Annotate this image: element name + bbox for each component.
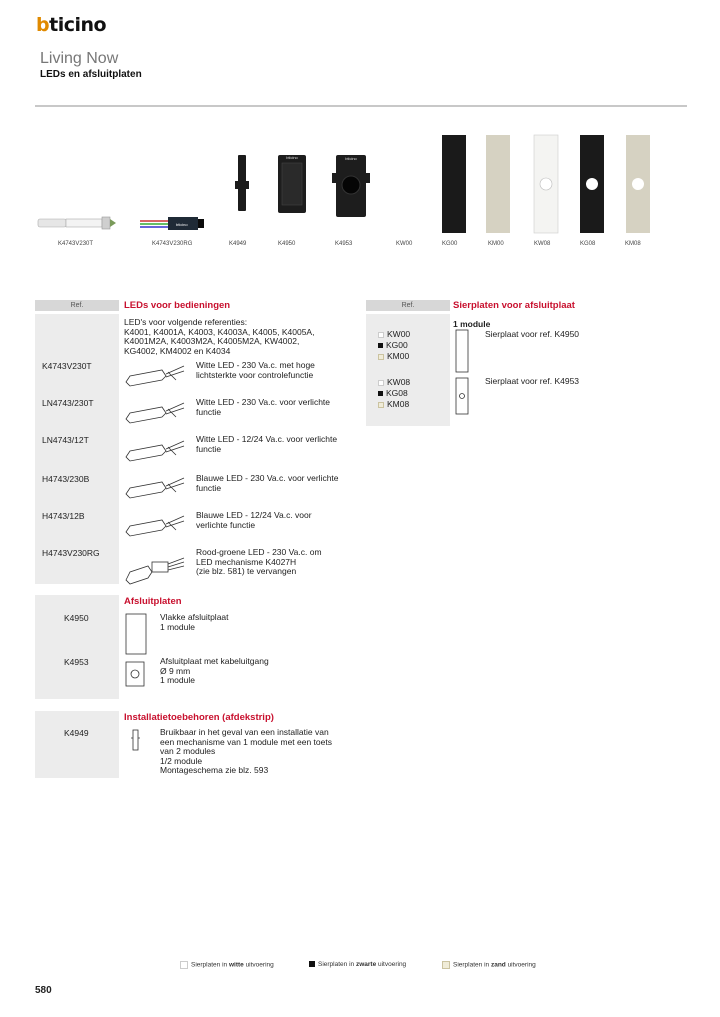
product-description: Afsluitplaat met kabeluitgang Ø 9 mm 1 module [160, 656, 269, 685]
variant-code-black: KG00 [378, 340, 408, 351]
photo-caption: K4953 [335, 241, 353, 247]
module-label: 1 module [453, 319, 491, 329]
plate-sketches [122, 610, 152, 690]
product-description: Rood-groene LED - 230 Va.c. om LED mechanisme K4027H (zie blz. 581) te vervangen [196, 547, 322, 576]
photo-caption: KM08 [625, 241, 641, 247]
header-divider [35, 105, 687, 107]
strip-sketch-icon [128, 728, 144, 754]
page-number: 580 [35, 985, 52, 996]
product-description: Witte LED - 12/24 Va.c. voor verlichte functie [196, 434, 338, 454]
variant-code-black: KG08 [378, 388, 408, 399]
product-code: LN4743/230T [42, 398, 94, 408]
km00-image [486, 135, 510, 233]
product-description: Witte LED - 230 Va.c. met hoge lichtsterkte voor controlefunctie [196, 360, 315, 380]
led-k4743v230t-image [38, 217, 116, 229]
product-code: K4953 [64, 657, 89, 667]
leds-intro: LED's voor volgende referenties: K4001, K4001A, K4003, K4003A, K4005, K4005A, K4001M2A, K4003M2A, K4005M2A, KW4002, KG4002, KM4002 en K4034 [124, 317, 315, 356]
cable-plate-sketch-icon [126, 662, 144, 686]
product-code: LN4743/12T [42, 435, 89, 445]
led-sketch-icon [126, 516, 184, 536]
kg00-image [442, 135, 466, 233]
product-description: Bruikbaar in het geval van een installatie van een mechanisme van 1 module met een toets van 2 modules 1/2 module Montageschema zie blz. 593 [160, 727, 332, 775]
led-sketch-icon [126, 403, 184, 423]
product-code: H4743/230B [42, 474, 90, 484]
product-code: K4743V230T [42, 361, 92, 371]
k4953-image [332, 155, 370, 217]
ref-header: Ref. [366, 300, 450, 311]
page-subtitle: LEDs en afsluitplaten [40, 69, 142, 80]
led-k4743v230rg-image [140, 217, 204, 230]
svg-text:bticino: bticino [345, 156, 357, 161]
afsluitplaten-heading: Afsluitplaten [124, 596, 182, 607]
ref-column [35, 314, 119, 584]
product-description: Blauwe LED - 12/24 Va.c. voor verlichte functie [196, 510, 312, 530]
photo-caption: KW00 [396, 241, 413, 247]
sierplaten-heading: Sierplaten voor afsluitplaat [453, 300, 575, 311]
led-sketches [122, 360, 188, 586]
ref-column [35, 711, 119, 778]
product-description: Witte LED - 230 Va.c. voor verlichte functie [196, 397, 331, 417]
svg-text:bticino: bticino [286, 155, 298, 160]
sierplaat-description: Sierplaat voor ref. K4950 [485, 329, 580, 339]
sierplaat-sketches [452, 326, 482, 416]
legend-white: Sierplaten in witte uitvoering [180, 961, 274, 969]
variant-code-sand: KM00 [378, 351, 409, 362]
photo-caption: KG08 [580, 241, 596, 247]
photo-caption: K4950 [278, 241, 296, 247]
photo-caption: KM00 [488, 241, 504, 247]
bticino-logo: bticino [36, 14, 107, 36]
photo-caption: KW08 [534, 241, 551, 247]
variant-code-white: KW08 [378, 377, 410, 388]
legend-sand: Sierplaten in zand uitvoering [442, 961, 536, 969]
led-sketch-icon [126, 478, 184, 498]
product-code: K4950 [64, 613, 89, 623]
sierplaat-description: Sierplaat voor ref. K4953 [485, 376, 580, 386]
sierplaat-plain-sketch-icon [456, 330, 468, 372]
flat-plate-sketch-icon [126, 614, 146, 654]
product-description: Vlakke afsluitplaat 1 module [160, 612, 229, 632]
leds-heading: LEDs voor bedieningen [124, 300, 231, 311]
led-sketch-icon [126, 441, 184, 461]
product-code: K4949 [64, 728, 89, 738]
legend-black: Sierplaten in zwarte uitvoering [309, 961, 406, 968]
installatie-heading: Installatietoebehoren (afdekstrip) [124, 712, 274, 723]
variant-code-white: KW00 [378, 329, 410, 340]
product-code: H4743V230RG [42, 548, 100, 558]
k4949-image [238, 155, 246, 211]
ref-header: Ref. [35, 300, 119, 311]
led-sketch-icon [126, 558, 184, 584]
photo-caption: KG00 [442, 241, 458, 247]
led-sketch-icon [126, 366, 184, 386]
variant-code-sand: KM08 [378, 399, 409, 410]
svg-text:bticino: bticino [176, 222, 188, 227]
product-code: H4743/12B [42, 511, 85, 521]
photo-caption: K4743V230T [58, 241, 94, 247]
sierplaat-hole-sketch-icon [456, 378, 468, 414]
product-description: Blauwe LED - 230 Va.c. voor verlichte functie [196, 473, 339, 493]
ref-column [35, 595, 119, 699]
product-photos [30, 125, 690, 240]
page-title: Living Now [40, 50, 119, 67]
photo-caption: K4743V230RG [152, 241, 193, 247]
k4950-image [278, 155, 306, 213]
photo-caption: K4949 [229, 241, 247, 247]
